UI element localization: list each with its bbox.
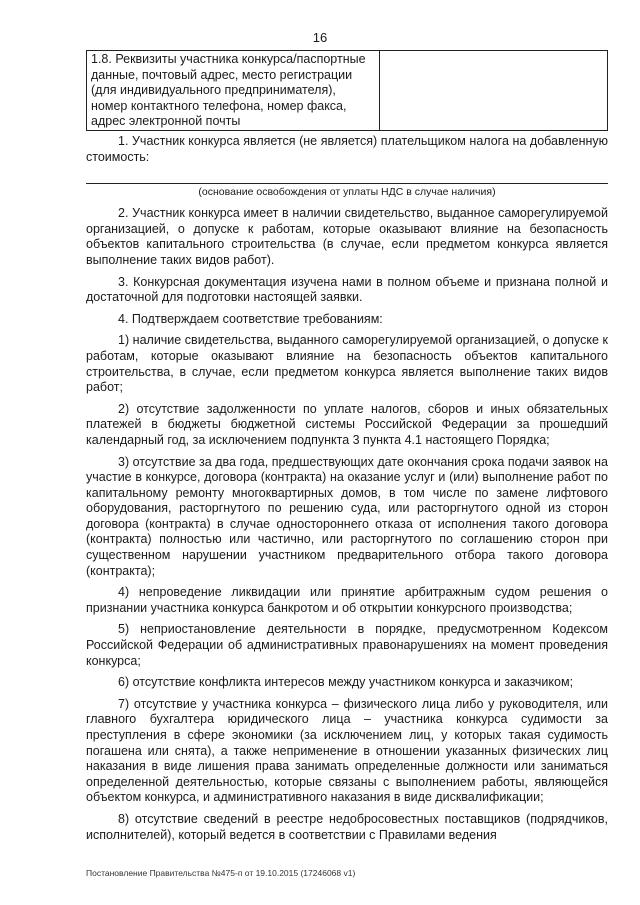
requirement-1: 1) наличие свидетельства, выданного саморегулируемой организацией, о допуске к работам, которые оказывают влияние на безопасность объектов капитального строительства, в случае, если предметом конкурса является выполнение таких видов работ; xyxy=(86,333,608,395)
requisites-table xyxy=(86,50,608,131)
paragraph-requirements-intro: 4. Подтверждаем соответствие требованиям: xyxy=(118,311,383,326)
fill-in-line xyxy=(86,169,608,184)
paragraph-certificate: 2. Участник конкурса имеет в наличии свидетельство, выданное саморегулируемой организацией, о допуске к работам, которые оказывают влияние на безопасность объектов капитального строительства (в случае, если предметом конкурса является выполнение таких видов работ). xyxy=(86,206,608,267)
table-row xyxy=(87,51,608,131)
paragraph-vat-status: 1. Участник конкурса является (не является) плательщиком налога на добавленную стоимость: xyxy=(86,134,608,164)
document-footer: Постановление Правительства №475-п от 19.10.2015 (17246068 v1) xyxy=(86,868,356,878)
requisites-label-cell: 1.8. Реквизиты участника конкурса/паспортные данные, почтовый адрес, место регистрации (для индивидуального предпринимателя), номер контактного телефона, номер факса, адрес электронной почты xyxy=(87,51,380,131)
requirement-4: 4) непроведение ликвидации или принятие арбитражным судом решения о признании участника конкурса банкротом и об открытии конкурсного производства; xyxy=(86,585,608,615)
requirement-5: 5) неприостановление деятельности в порядке, предусмотренном Кодексом Российской Федерации об административных правонарушениях на момент проведения конкурса; xyxy=(86,622,608,668)
requirement-8: 8) отсутствие сведений в реестре недобросовестных поставщиков (подрядчиков, исполнителей), который ведется в соответствии с Правилами ведения xyxy=(86,811,608,842)
requirement-7: 7) отсутствие у участника конкурса – физического лица либо у руководителя, или главного бухгалтера юридического лица – участника конкурса судимости за преступления в сфере экономики (за исключением лиц, у которых такая судимость погашена или снята), а также неприменение в отношении указанных физических лиц наказания в виде лишения права занимать определенные должности или заниматься определенной деятельностью, которые связаны с выполнением работы, являющейся объектом конкурса, и административного наказания в виде дисквалификации; xyxy=(86,696,608,805)
requirement-2: 2) отсутствие задолженности по уплате налогов, сборов и иных обязательных платежей в бюджеты бюджетной системы Российской Федерации за прошедший календарный год, за исключением подпункта 3 пункта 4.1 настоящего Порядка; xyxy=(86,401,608,447)
page-number: 16 xyxy=(312,30,328,45)
requirement-6: 6) отсутствие конфликта интересов между участником конкурса и заказчиком; xyxy=(118,675,574,690)
requirement-3: 3) отсутствие за два года, предшествующих дате окончания срока подачи заявок на участие в конкурсе, договора (контракта) на оказание услуг и (или) выполнение работ по капитальному ремонту многоквартирных домов, в том числе по замене лифтового оборудования, расторгнутого по решению суда, или расторгнутого одной из сторон договора (контракта) в случае одностороннего отказа от исполнения такого договора (контракта) полностью или частично, или расторгнутого по соглашению сторон при существенном нарушении участником предварительного отбора такого договора (контракта); xyxy=(86,454,608,578)
paragraph-documentation: 3. Конкурсная документация изучена нами в полном объеме и признана полной и достаточной для подготовки настоящей заявки. xyxy=(86,274,608,305)
fill-in-caption: (основание освобождения от уплаты НДС в случае наличия) xyxy=(198,186,496,199)
document-body xyxy=(86,134,608,849)
requisites-value-cell xyxy=(380,51,608,131)
